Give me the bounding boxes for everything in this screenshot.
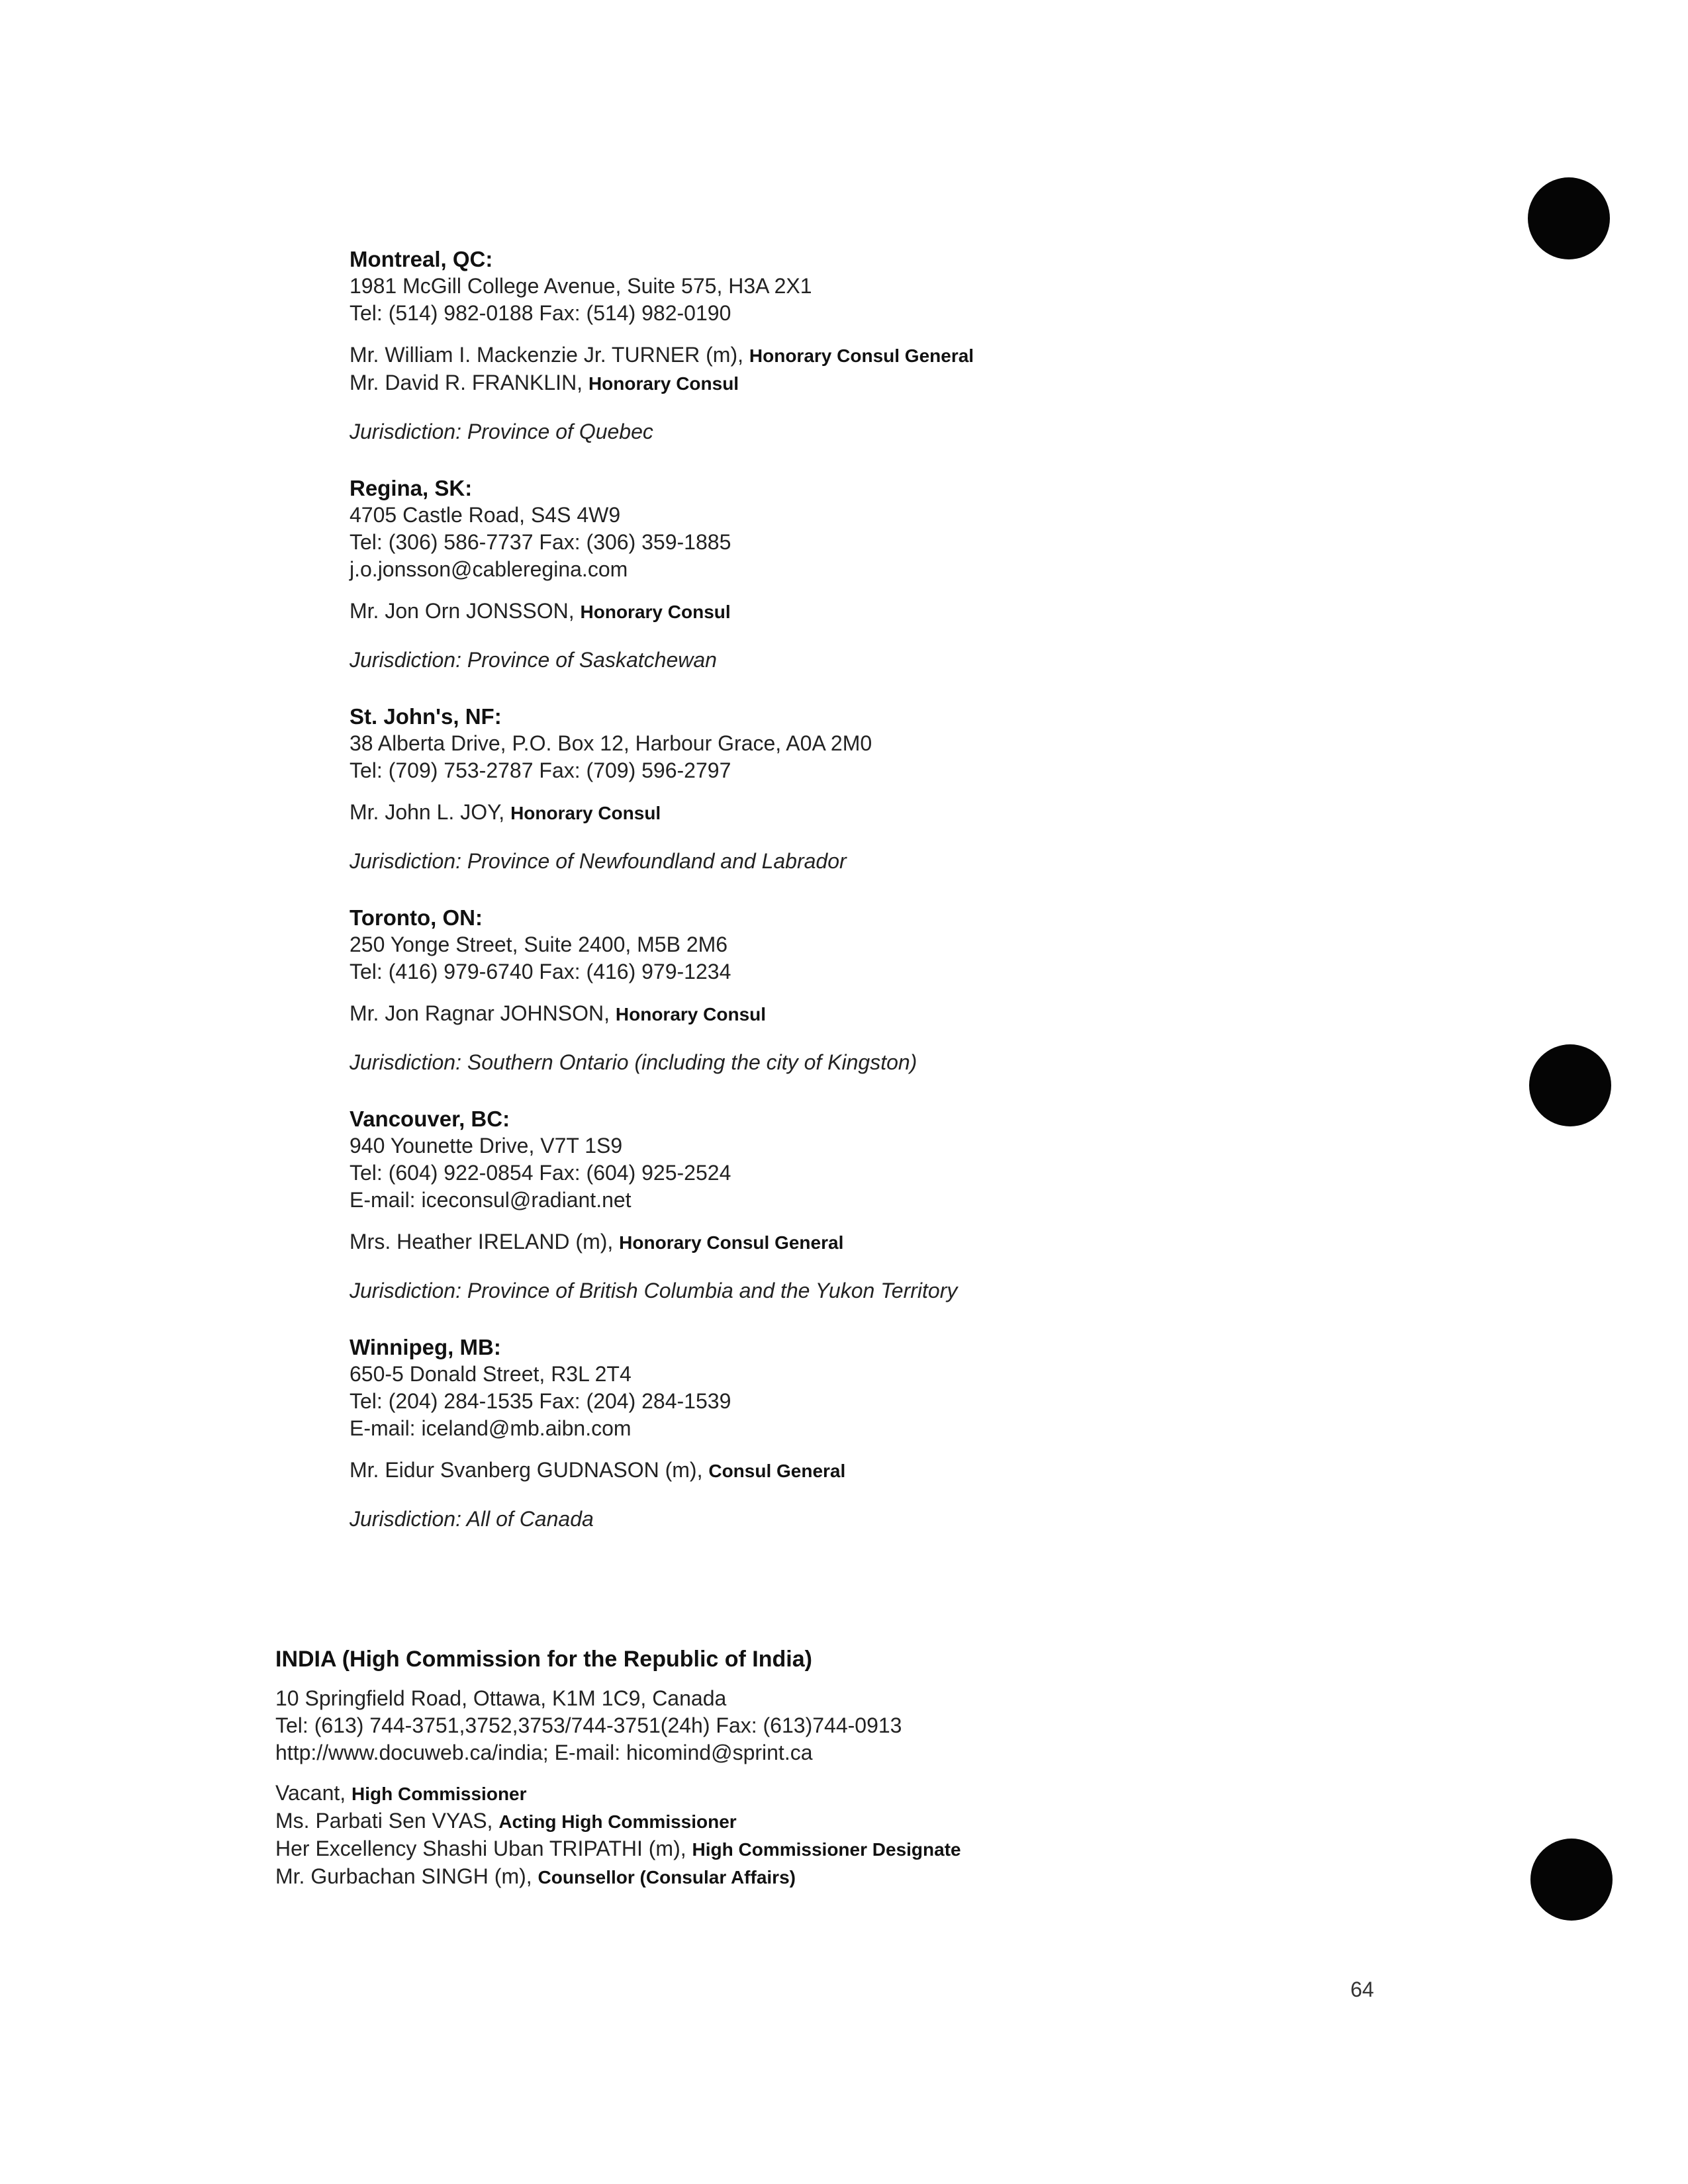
staff-title: Honorary Consul General: [619, 1232, 844, 1253]
consulate-staff: [350, 1457, 1475, 1484]
country-staff: [275, 1780, 1467, 1891]
staff-name: Mr. David R. FRANKLIN,: [350, 371, 588, 394]
staff-name: Mr. John L. JOY,: [350, 800, 511, 824]
consulate-block: [350, 1334, 1475, 1532]
consulate-address-line: 4705 Castle Road, S4S 4W9: [350, 503, 621, 527]
staff-title: Honorary Consul: [580, 602, 731, 622]
country-heading: INDIA (High Commission for the Republic of India): [275, 1647, 812, 1672]
staff-entry: [350, 341, 1475, 369]
staff-title: Acting High Commissioner: [498, 1811, 737, 1832]
country-address-line: 10 Springfield Road, Ottawa, K1M 1C9, Canada: [275, 1686, 727, 1710]
consulate-city: Winnipeg, MB:: [350, 1335, 501, 1359]
staff-title: Counsellor (Consular Affairs): [538, 1867, 796, 1888]
consulate-address-line: Tel: (514) 982-0188 Fax: (514) 982-0190: [350, 301, 731, 325]
consulate-city: Vancouver, BC:: [350, 1107, 510, 1131]
staff-entry: [275, 1807, 1467, 1835]
staff-name: Her Excellency Shashi Uban TRIPATHI (m),: [275, 1837, 692, 1860]
consulate-address-line: 38 Alberta Drive, P.O. Box 12, Harbour Grace, A0A 2M0: [350, 731, 872, 755]
consulate-block: [350, 475, 1475, 673]
staff-title: High Commissioner Designate: [692, 1839, 961, 1860]
staff-entry: [350, 1457, 1475, 1484]
consulate-address-line: 940 Younette Drive, V7T 1S9: [350, 1134, 623, 1158]
consulate-block: [350, 905, 1475, 1075]
punch-hole: [1528, 177, 1610, 259]
consulate-address-line: E-mail: iceconsul@radiant.net: [350, 1188, 632, 1212]
consulate-jurisdiction: Jurisdiction: Province of Saskatchewan: [350, 648, 717, 672]
staff-name: Mr. Eidur Svanberg GUDNASON (m),: [350, 1458, 709, 1482]
consulate-jurisdiction: Jurisdiction: Province of Quebec: [350, 420, 653, 443]
consulate-staff: [350, 1228, 1475, 1256]
country-address-line: http://www.docuweb.ca/india; E-mail: hicomind@sprint.ca: [275, 1741, 813, 1764]
consulate-jurisdiction: Jurisdiction: Province of British Columbia and the Yukon Territory: [350, 1279, 958, 1302]
staff-name: Mr. Jon Orn JONSSON,: [350, 599, 581, 623]
staff-title: Honorary Consul: [588, 373, 739, 394]
punch-hole: [1529, 1044, 1611, 1126]
staff-entry: [350, 799, 1475, 827]
consulate-jurisdiction: Jurisdiction: Southern Ontario (including the city of Kingston): [350, 1050, 917, 1074]
consulate-staff: [350, 1000, 1475, 1028]
punch-hole: [1530, 1839, 1613, 1921]
consulate-block: [350, 1106, 1475, 1304]
consulate-address-line: 650-5 Donald Street, R3L 2T4: [350, 1362, 632, 1386]
consulate-address-line: E-mail: iceland@mb.aibn.com: [350, 1416, 632, 1440]
consulate-address-line: Tel: (204) 284-1535 Fax: (204) 284-1539: [350, 1389, 731, 1413]
staff-name: Mr. Gurbachan SINGH (m),: [275, 1864, 538, 1888]
staff-entry: [350, 598, 1475, 625]
staff-entry: [275, 1780, 1467, 1807]
consulate-block: [350, 704, 1475, 874]
consulate-address-line: 250 Yonge Street, Suite 2400, M5B 2M6: [350, 933, 728, 956]
consulate-address-line: Tel: (709) 753-2787 Fax: (709) 596-2797: [350, 758, 731, 782]
consulate-address-line: Tel: (416) 979-6740 Fax: (416) 979-1234: [350, 960, 731, 983]
consulate-list: [350, 246, 1475, 1563]
consulate-city: Toronto, ON:: [350, 905, 483, 930]
staff-title: Consul General: [708, 1461, 846, 1481]
consulate-address-line: 1981 McGill College Avenue, Suite 575, H3A 2X1: [350, 274, 812, 298]
country-address: [275, 1685, 1467, 1766]
staff-title: Honorary Consul: [510, 803, 661, 823]
staff-name: Mr. William I. Mackenzie Jr. TURNER (m),: [350, 343, 749, 367]
consulate-staff: [350, 341, 1475, 397]
consulate-jurisdiction: Jurisdiction: All of Canada: [350, 1507, 594, 1531]
staff-entry: [350, 1000, 1475, 1028]
country-address-line: Tel: (613) 744-3751,3752,3753/744-3751(24h) Fax: (613)744-0913: [275, 1713, 902, 1737]
staff-name: Vacant,: [275, 1781, 352, 1805]
consulate-block: [350, 246, 1475, 445]
staff-entry: [350, 1228, 1475, 1256]
consulate-city: St. John's, NF:: [350, 704, 502, 729]
country-section: [275, 1645, 1467, 1891]
consulate-city: Regina, SK:: [350, 476, 473, 500]
staff-title: Honorary Consul General: [749, 345, 974, 366]
consulate-staff: [350, 598, 1475, 625]
consulate-address-line: Tel: (306) 586-7737 Fax: (306) 359-1885: [350, 530, 731, 554]
consulate-staff: [350, 799, 1475, 827]
staff-entry: [275, 1863, 1467, 1891]
consulate-address-line: j.o.jonsson@cableregina.com: [350, 557, 628, 581]
consulate-city: Montreal, QC:: [350, 247, 493, 271]
staff-name: Mrs. Heather IRELAND (m),: [350, 1230, 620, 1253]
page-number: 64: [1350, 1978, 1374, 2001]
staff-title: Honorary Consul: [615, 1004, 767, 1024]
staff-entry: [275, 1835, 1467, 1863]
staff-entry: [350, 369, 1475, 397]
staff-name: Ms. Parbati Sen VYAS,: [275, 1809, 499, 1833]
staff-title: High Commissioner: [352, 1784, 527, 1804]
staff-name: Mr. Jon Ragnar JOHNSON,: [350, 1001, 616, 1025]
consulate-address-line: Tel: (604) 922-0854 Fax: (604) 925-2524: [350, 1161, 731, 1185]
consulate-jurisdiction: Jurisdiction: Province of Newfoundland and Labrador: [350, 849, 847, 873]
